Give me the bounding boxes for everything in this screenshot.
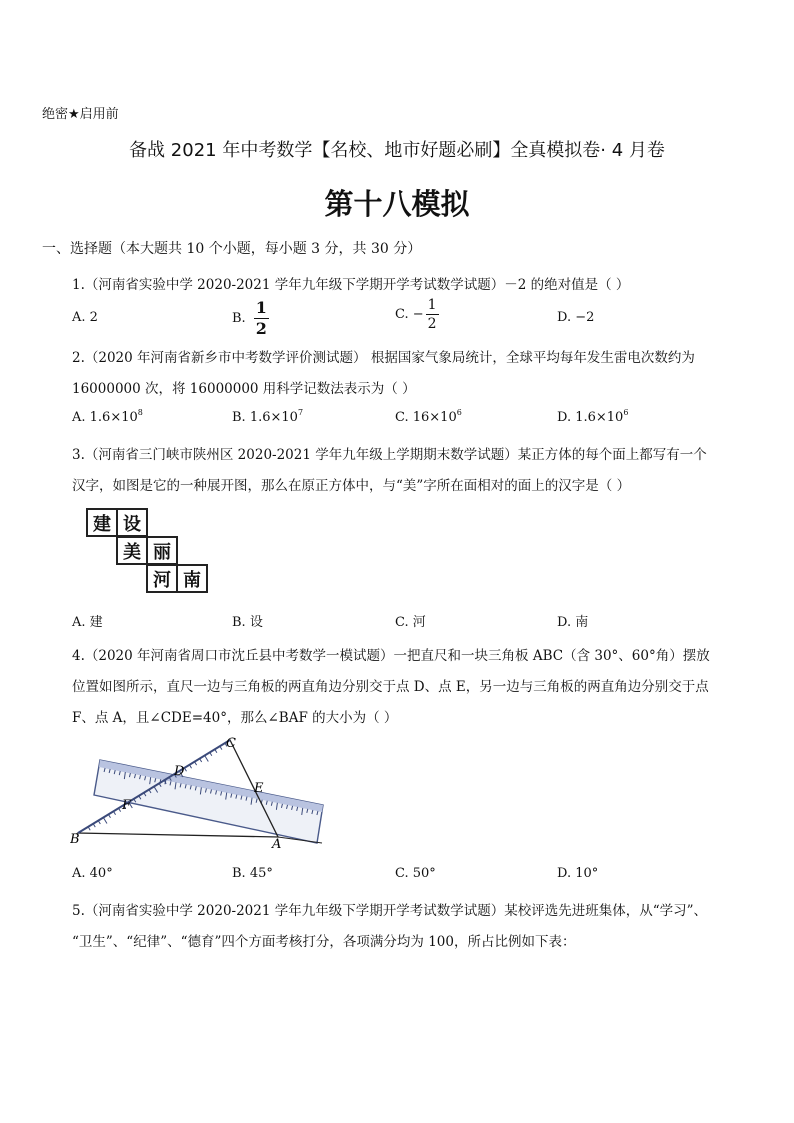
q1-option-b	[232, 300, 269, 337]
label-d: D	[174, 764, 185, 779]
question-3-line-2: 汉字，如图是它的一种展开图，那么在原正方体中，与“美”字所在面相对的面上的汉字是（ ）	[72, 478, 631, 494]
fraction-one-half	[426, 298, 439, 331]
label-f: F	[122, 798, 132, 813]
net-cell-nan: 南	[176, 564, 208, 593]
q2-option-b-exponent: 7	[297, 408, 304, 417]
fraction-denominator: 2	[255, 319, 267, 338]
fraction-numerator: 1	[427, 297, 437, 313]
label-b: B	[70, 832, 80, 847]
question-2-line-1: 2.（2020 年河南省新乡市中考数学评价测试题） 根据国家气象局统计，全球平均每年发生雷电次数约为	[72, 350, 695, 366]
q4-option-a: A. 40°	[72, 866, 113, 881]
question-5-line-2: “卫生”、“纪律”、“德育”四个方面考核打分，各项满分均为 100，所占比例如下表：	[72, 934, 576, 950]
page-title: 第十八模拟	[324, 187, 470, 221]
q1-option-a: A. 2	[72, 310, 98, 325]
triangle-tick	[103, 818, 107, 824]
question-5-line-1: 5.（河南省实验中学 2020-2021 学年九年级下学期开学考试数学试题）某校评选先进班集体，从“学习”、	[72, 903, 708, 919]
q3-option-a: A. 建	[72, 615, 103, 630]
q2-option-a-base: A. 1.6×10	[72, 410, 138, 425]
q2-option-c-base: C. 16×10	[395, 410, 457, 425]
q2-option-c-exponent: 6	[456, 408, 462, 417]
q2-option-b-base: B. 1.6×10	[232, 410, 298, 425]
q1-option-d: D. −2	[557, 310, 595, 325]
section-heading: 一、选择题（本大题共 10 个小题，每小题 3 分，共 30 分）	[42, 241, 422, 257]
q2-option-a-exponent: 8	[137, 408, 143, 417]
q3-option-d: D. 南	[557, 615, 589, 630]
q4-option-b: B. 45°	[232, 866, 273, 881]
q2-option-a	[72, 410, 143, 425]
q3-option-c: C. 河	[395, 615, 426, 630]
net-cell-he: 河	[146, 564, 178, 593]
q2-option-c	[395, 410, 462, 425]
q2-option-d-exponent: 6	[623, 408, 629, 417]
q1-option-c	[395, 298, 439, 331]
q1-option-c-label: C. −	[395, 307, 424, 322]
fraction-denominator: 2	[427, 316, 437, 332]
confidential-label: 绝密★启用前	[42, 107, 119, 122]
question-4-line-2: 位置如图所示，直尺一边与三角板的两直角边分别交于点 D、点 E，另一边与三角板的两直角边分别交于点	[72, 679, 709, 695]
fraction-numerator: 1	[255, 298, 267, 317]
question-3-line-1: 3.（河南省三门峡市陕州区 2020-2021 学年九年级上学期期末数学试题）某正方体的每个面上都写有一个	[72, 447, 707, 463]
q4-option-d: D. 10°	[557, 866, 599, 881]
triangle-tick	[205, 756, 209, 762]
label-c: C	[226, 736, 236, 751]
q2-option-d-base: D. 1.6×10	[557, 410, 624, 425]
fraction-one-half	[254, 300, 269, 337]
question-4-line-3: F、点 A，且∠CDE=40°，那么∠BAF 的大小为（ ）	[72, 710, 398, 726]
cube-net-figure	[86, 508, 211, 593]
net-cell-mei: 美	[116, 536, 148, 565]
question-2-line-2: 16000000 次，将 16000000 用科学记数法表示为（ ）	[72, 381, 416, 397]
label-e: E	[254, 781, 264, 796]
question-1-stem: 1.（河南省实验中学 2020-2021 学年九年级下学期开学考试数学试题）－2 的绝对值是（ ）	[72, 277, 630, 293]
net-cell-jian: 建	[86, 508, 118, 537]
ruler-triangle-figure	[70, 735, 330, 850]
q3-option-b: B. 设	[232, 615, 263, 630]
q2-option-d	[557, 410, 628, 425]
label-a: A	[272, 837, 282, 850]
q1-option-b-label: B.	[232, 311, 246, 326]
net-cell-li: 丽	[146, 536, 178, 565]
net-cell-she: 设	[116, 508, 148, 537]
q4-option-c: C. 50°	[395, 866, 436, 881]
q2-option-b	[232, 410, 303, 425]
exam-subtitle: 备战 2021 年中考数学【名校、地市好题必刷】全真模拟卷· 4 月卷	[129, 140, 665, 161]
question-4-line-1: 4.（2020 年河南省周口市沈丘县中考数学一模试题）一把直尺和一块三角板 ABC（含 30°、60°角）摆放	[72, 648, 710, 664]
